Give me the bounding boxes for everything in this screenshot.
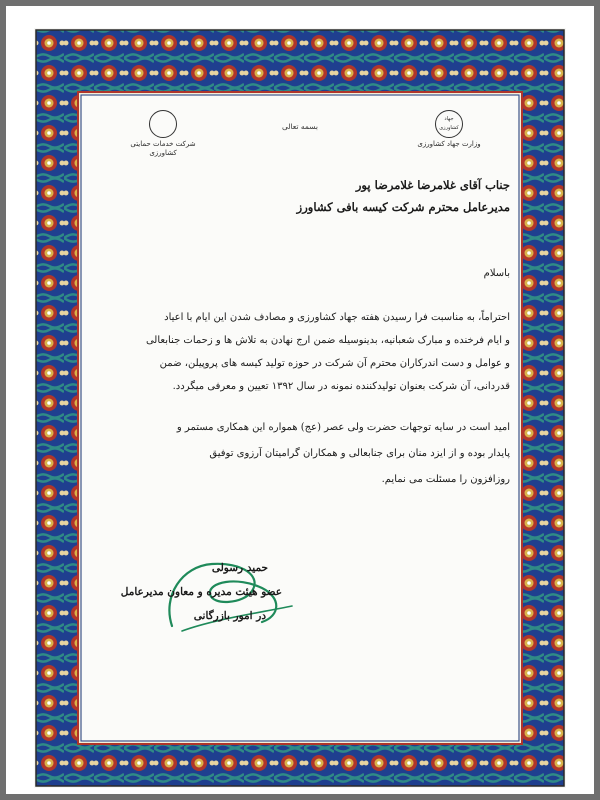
signer-name: حمید رسولی	[211, 562, 268, 574]
paragraph1-line1: احتراماً، به مناسبت فرا رسیدن هفته جهاد کشاورزی و مصادف شدن این ایام با اعیاد	[164, 312, 510, 323]
greeting: باسلام	[483, 268, 510, 279]
addressee-name: جناب آقای غلامرضا غلامرضا پور	[355, 178, 510, 192]
wheat-emblem-icon	[149, 110, 177, 138]
paragraph1-line3: و عوامل و دست اندرکاران محترم آن شرکت در حوزه تولید کیسه های پروپیلن، ضمن	[159, 358, 510, 369]
photo-frame	[6, 6, 594, 794]
bismillah: بسمه تعالی	[281, 122, 319, 131]
paragraph1-line4: قدردانی، آن شرکت بعنوان تولیدکننده نمونه در سال ۱۳۹۲ تعیین و معرفی میگردد.	[172, 381, 510, 392]
paragraph2-line2: پایدار بوده و از ایزد منان برای جنابعالی و همکاران گرامیتان آرزوی توفیق	[209, 448, 510, 459]
left-org-name: شرکت خدمات حمایتی کشاورزی	[130, 140, 196, 157]
signer-department: در امور بازرگانی	[193, 610, 266, 622]
letter-body	[82, 96, 518, 740]
paragraph2-line1: امید است در سایه توجهات حضرت ولی عصر (عج) همواره این همکاری مستمر و	[176, 422, 510, 433]
signer-title: عضو هیئت مدیره و معاون مدیرعامل	[120, 586, 282, 598]
letter-paper	[34, 28, 566, 788]
ministry-emblem-icon: جهاد کشاورزی	[435, 110, 463, 138]
paragraph1-line2: و ایام فرخنده و مبارک شعبانیه، بدینوسیله ضمن ارج نهادن به تلاش ها و زحمات جنابعالی	[145, 335, 510, 346]
addressee-title: مدیرعامل محترم شرکت کیسه بافی کشاورز	[296, 200, 510, 214]
right-logo	[404, 110, 494, 149]
left-logo	[118, 110, 208, 158]
paragraph2-line3: روزافزون را مسئلت می نمایم.	[381, 474, 510, 485]
right-org-name: وزارت جهاد کشاورزی	[417, 140, 481, 148]
